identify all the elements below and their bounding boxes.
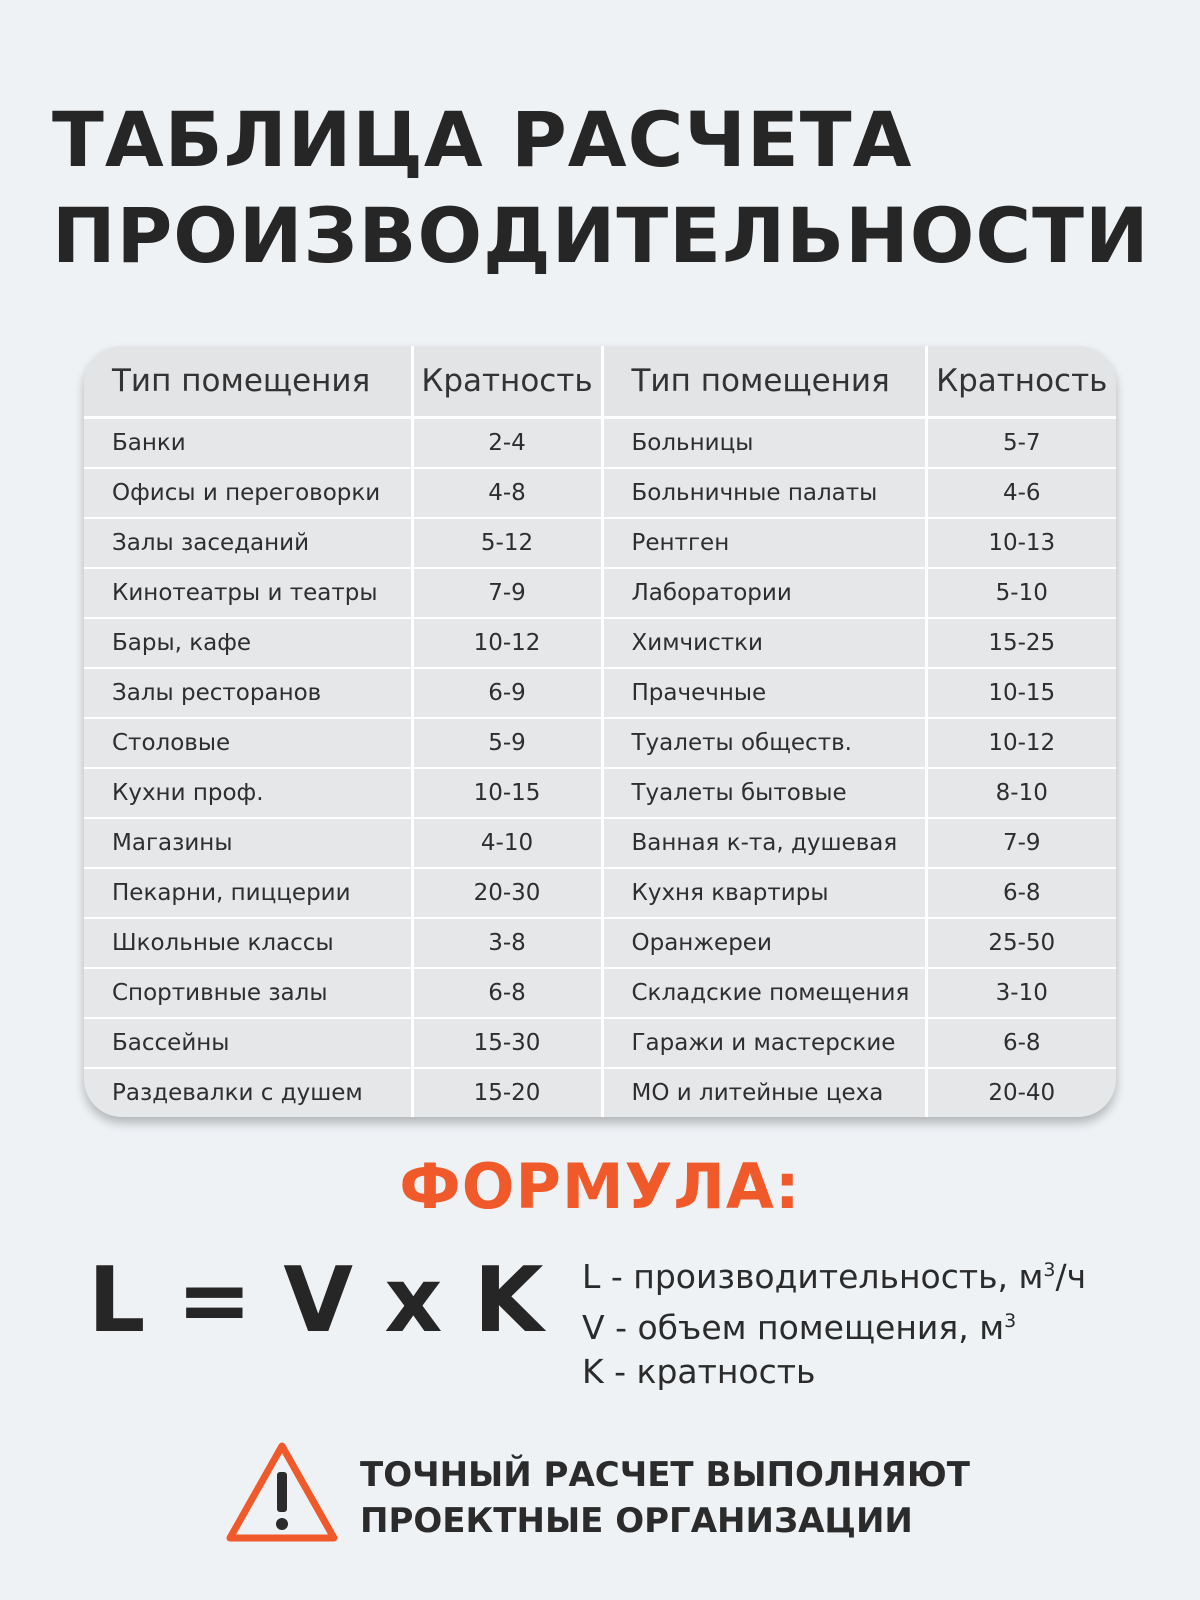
cell-room-type: Ванная к-та, душевая bbox=[602, 818, 926, 868]
cell-rate: 7-9 bbox=[412, 568, 602, 618]
legend-v: V - объем помещения, $м^3$ bbox=[582, 1308, 1017, 1347]
cell-rate: 10-15 bbox=[412, 768, 602, 818]
table-row bbox=[84, 868, 1116, 918]
cell-room-type: Больницы bbox=[602, 418, 926, 469]
warning-text bbox=[360, 1452, 970, 1544]
air-exchange-table bbox=[84, 346, 1116, 1117]
cell-rate: 3-8 bbox=[412, 918, 602, 968]
formula-heading: ФОРМУЛА: bbox=[399, 1150, 801, 1223]
cell-room-type: Химчистки bbox=[602, 618, 926, 668]
cell-rate: 15-25 bbox=[926, 618, 1116, 668]
cell-room-type: Кухни проф. bbox=[84, 768, 412, 818]
cell-rate: 10-15 bbox=[926, 668, 1116, 718]
cell-rate: 10-13 bbox=[926, 518, 1116, 568]
cell-room-type: Магазины bbox=[84, 818, 412, 868]
warning-line-1: ТОЧНЫЙ РАСЧЕТ ВЫПОЛНЯЮТ bbox=[360, 1455, 970, 1495]
cell-rate: 20-30 bbox=[412, 868, 602, 918]
table-row bbox=[84, 618, 1116, 668]
table-row bbox=[84, 818, 1116, 868]
table-row bbox=[84, 418, 1116, 469]
cell-rate: 6-8 bbox=[926, 868, 1116, 918]
warning-line-2: ПРОЕКТНЫЕ ОРГАНИЗАЦИИ bbox=[360, 1501, 913, 1541]
table-body bbox=[84, 418, 1116, 1118]
cell-room-type: Складские помещения bbox=[602, 968, 926, 1018]
cell-rate: 4-8 bbox=[412, 468, 602, 518]
cell-room-type: Бары, кафе bbox=[84, 618, 412, 668]
formula-legend bbox=[582, 1248, 1086, 1394]
table-row bbox=[84, 768, 1116, 818]
cell-room-type: Лаборатории bbox=[602, 568, 926, 618]
cell-rate: 20-40 bbox=[926, 1068, 1116, 1117]
cell-rate: 2-4 bbox=[412, 418, 602, 469]
formula-expression: L = V x K bbox=[88, 1248, 544, 1353]
cell-room-type: Прачечные bbox=[602, 668, 926, 718]
cell-room-type: Школьные классы bbox=[84, 918, 412, 968]
cell-room-type: Спортивные залы bbox=[84, 968, 412, 1018]
cell-room-type: Больничные палаты bbox=[602, 468, 926, 518]
header-rate-left: Кратность bbox=[412, 346, 602, 418]
table-row bbox=[84, 968, 1116, 1018]
cell-room-type: Столовые bbox=[84, 718, 412, 768]
cell-rate: 5-9 bbox=[412, 718, 602, 768]
cell-rate: 3-10 bbox=[926, 968, 1116, 1018]
cell-room-type: Кинотеатры и театры bbox=[84, 568, 412, 618]
cell-rate: 5-10 bbox=[926, 568, 1116, 618]
cell-room-type: Залы заседаний bbox=[84, 518, 412, 568]
cell-rate: 7-9 bbox=[926, 818, 1116, 868]
cell-room-type: Бассейны bbox=[84, 1018, 412, 1068]
table-row bbox=[84, 668, 1116, 718]
table-row bbox=[84, 1068, 1116, 1117]
cell-room-type: Оранжереи bbox=[602, 918, 926, 968]
cell-room-type: Офисы и переговорки bbox=[84, 468, 412, 518]
cell-rate: 15-20 bbox=[412, 1068, 602, 1117]
cell-rate: 8-10 bbox=[926, 768, 1116, 818]
cell-room-type: Туалеты бытовые bbox=[602, 768, 926, 818]
cell-room-type: Раздевалки с душем bbox=[84, 1068, 412, 1117]
header-rate-right: Кратность bbox=[926, 346, 1116, 418]
cell-rate: 5-12 bbox=[412, 518, 602, 568]
page-title bbox=[52, 92, 1150, 284]
table-row bbox=[84, 918, 1116, 968]
table-header-row bbox=[84, 346, 1116, 418]
cell-room-type: Кухня квартиры bbox=[602, 868, 926, 918]
page-title-line-2: ПРОИЗВОДИТЕЛЬНОСТИ bbox=[52, 191, 1150, 280]
cell-rate: 25-50 bbox=[926, 918, 1116, 968]
cell-rate: 6-8 bbox=[926, 1018, 1116, 1068]
legend-l: L - производительность, $м^3/ч$ bbox=[582, 1257, 1087, 1296]
cell-rate: 15-30 bbox=[412, 1018, 602, 1068]
cell-rate: 4-6 bbox=[926, 468, 1116, 518]
header-room-type-right: Тип помещения bbox=[602, 346, 926, 418]
page-title-line-1: ТАБЛИЦА РАСЧЕТА bbox=[52, 95, 913, 184]
cell-room-type: Залы ресторанов bbox=[84, 668, 412, 718]
cell-rate: 10-12 bbox=[412, 618, 602, 668]
cell-rate: 6-9 bbox=[412, 668, 602, 718]
cell-room-type: Рентген bbox=[602, 518, 926, 568]
table-row bbox=[84, 1018, 1116, 1068]
table-row bbox=[84, 468, 1116, 518]
table-row bbox=[84, 568, 1116, 618]
cell-rate: 10-12 bbox=[926, 718, 1116, 768]
cell-room-type: Банки bbox=[84, 418, 412, 469]
cell-room-type: Туалеты обществ. bbox=[602, 718, 926, 768]
warning-triangle-icon bbox=[224, 1440, 340, 1544]
cell-rate: 6-8 bbox=[412, 968, 602, 1018]
table-row bbox=[84, 518, 1116, 568]
cell-room-type: Пекарни, пиццерии bbox=[84, 868, 412, 918]
table-row bbox=[84, 718, 1116, 768]
cell-room-type: МО и литейные цеха bbox=[602, 1068, 926, 1117]
cell-rate: 5-7 bbox=[926, 418, 1116, 469]
cell-room-type: Гаражи и мастерские bbox=[602, 1018, 926, 1068]
cell-rate: 4-10 bbox=[412, 818, 602, 868]
legend-k: K - кратность bbox=[582, 1352, 816, 1391]
header-room-type-left: Тип помещения bbox=[84, 346, 412, 418]
